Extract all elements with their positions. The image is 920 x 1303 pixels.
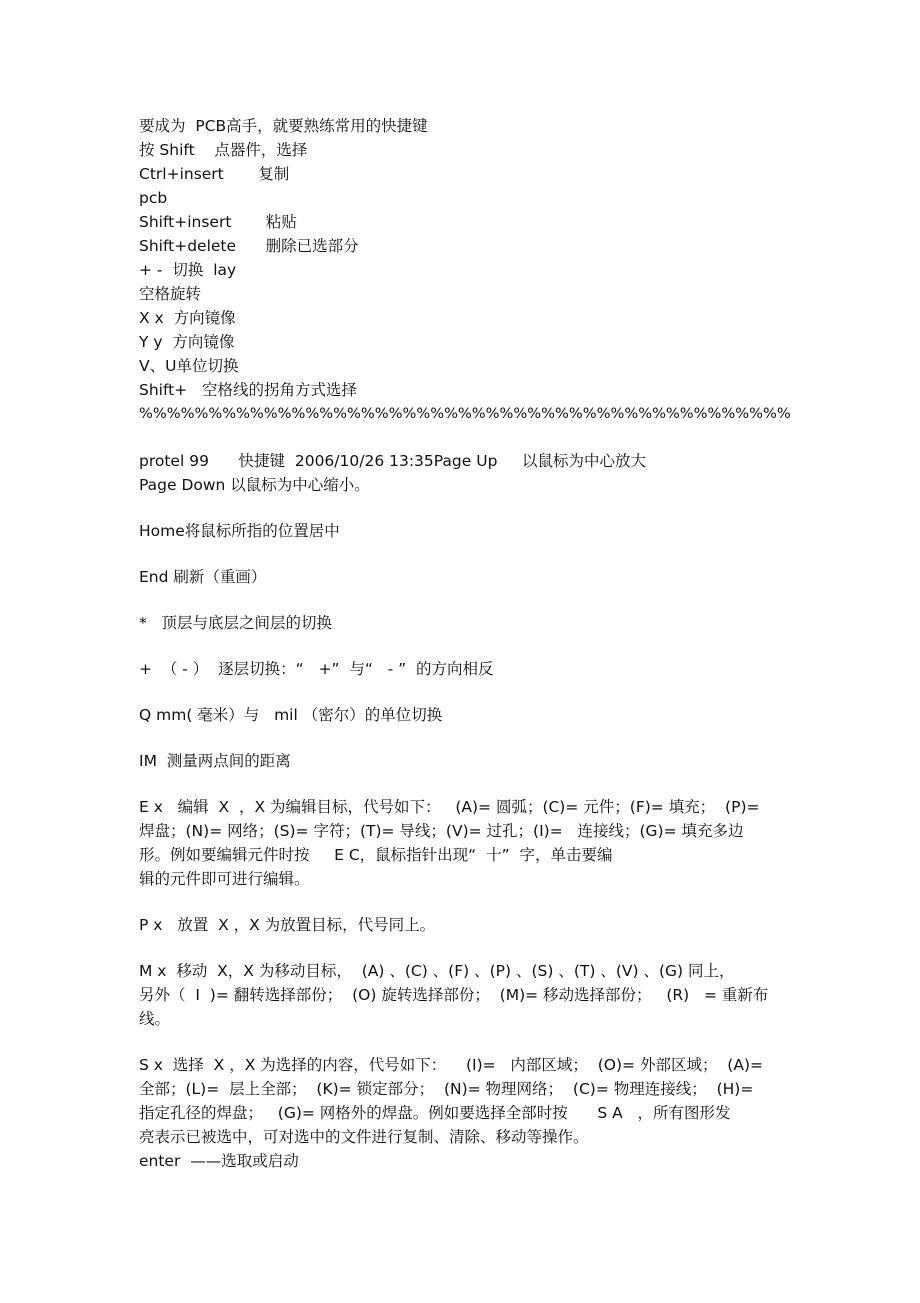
text-line: Shift+ 空格线的拐角方式选择 [139,381,357,399]
text-line: IM 测量两点间的距离 [139,752,291,770]
text-line: 指定孔径的焊盘； (G)= 网格外的焊盘。例如要选择全部时按 S A ，所有图形发 [139,1104,731,1122]
text-line: S x 选择 X ，X 为选择的内容，代号如下： (I)= 内部区域； (O)= 外部区域； (A)= [139,1056,763,1074]
text-line: M x 移动 X，X 为移动目标， (A) 、(C) 、(F) 、(P) 、(S) 、(T) 、(V) 、(G) 同上， [139,962,735,980]
text-line: 要成为 PCB高手，就要熟练常用的快捷键 [139,117,428,135]
text-line: Shift+delete 删除已选部分 [139,237,359,255]
text-line: Ctrl+insert 复制 [139,165,290,183]
text-line: Y y 方向镜像 [139,333,235,351]
text-line: E x 编辑 X ，X 为编辑目标，代号如下： (A)= 圆弧；(C)= 元件；(F)= 填充； (P)= [139,798,760,816]
text-line: 焊盘；(N)= 网络；(S)= 字符；(T)= 导线；(V)= 过孔；(I)= 连接线；(G)= 填充多边 [139,822,744,840]
text-line: 亮表示已被选中，可对选中的文件进行复制、清除、移动等操作。 [139,1128,589,1146]
text-line: End 刷新（重画） [139,568,267,586]
text-line: 空格旋转 [139,285,202,303]
text-line: X x 方向镜像 [139,309,236,327]
text-line: 辑的元件即可进行编辑。 [139,870,310,888]
text-line: 全部；(L)= 层上全部； (K)= 锁定部分； (N)= 物理网络； (C)= 物理连接线； (H)= [139,1080,754,1098]
text-line: Home将鼠标所指的位置居中 [139,522,340,540]
text-line: + - 切换 lay [139,261,237,279]
text-line: 按 Shift 点器件，选择 [139,141,308,159]
text-line: pcb [139,189,168,207]
text-line: Page Down 以鼠标为中心缩小。 [139,476,370,494]
text-line: protel 99 快捷键 2006/10/26 13:35Page Up 以鼠标为中心放大 [139,452,647,470]
text-line: 另外（ I )= 翻转选择部份； (O) 旋转选择部份； (M)= 移动选择部份； (R) = 重新布 [139,986,769,1004]
text-line: P x 放置 X ，X 为放置目标，代号同上。 [139,916,436,934]
text-line: enter ——选取或启动 [139,1152,299,1170]
text-line: Shift+insert 粘贴 [139,213,297,231]
text-line: * 顶层与底层之间层的切换 [139,614,333,632]
text-line: 形。例如要编辑元件时按 E C，鼠标指针出现“ 十” 字，单击要编 [139,846,613,864]
text-line: Q mm( 毫米）与 mil （密尔）的单位切换 [139,706,443,724]
text-line: V、U单位切换 [139,357,239,375]
text-line: 线。 [139,1010,171,1028]
separator-line: %%%%%%%%%%%%%%%%%%%%%%%%%%%%%%%%%%%%%%%%%%%%%%% [139,405,791,422]
text-line: + （ - ） 逐层切换：“ +” 与“ - ” 的方向相反 [139,660,494,678]
